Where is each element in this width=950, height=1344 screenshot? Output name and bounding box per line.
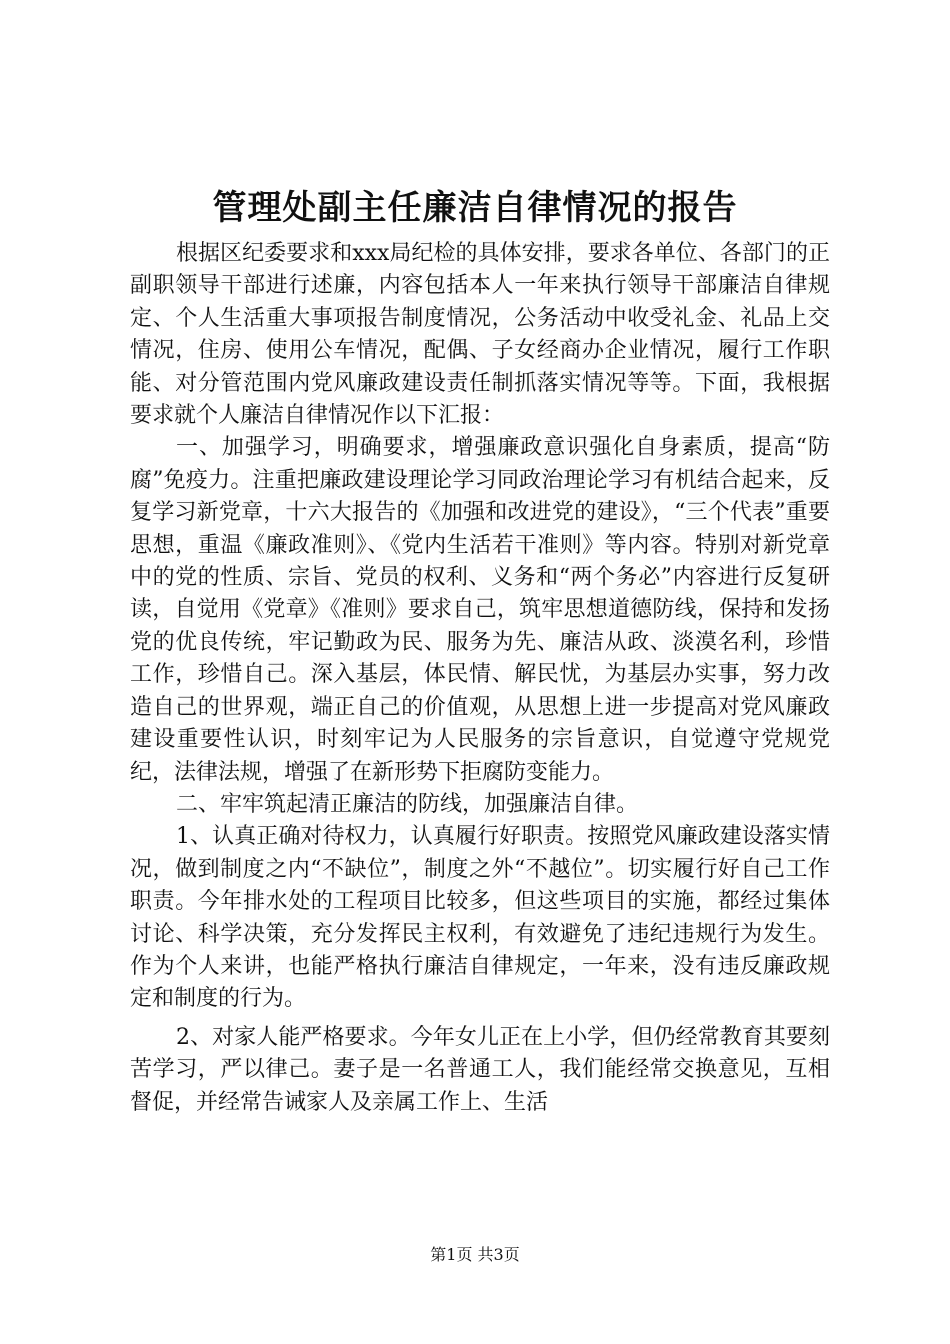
paragraph-intro: 根据区纪委要求和xxx局纪检的具体安排，要求各单位、各部门的正副职领导干部进行述廉，内容包括本人一年来执行领导干部廉洁自律规定、个人生活重大事项报告制度情况，公务活动中收受礼金、礼品上交情况，住房、使用公车情况，配偶、子女经商办企业情况，履行工作职能、对分管范围内党风廉政建设责任制抓落实情况等等。下面，我根据要求就个人廉洁自律情况作以下汇报： — [130, 241, 830, 429]
paragraph-item-2: 2、对家人能严格要求。今年女儿正在上小学，但仍经常教育其要刻苦学习，严以律己。妻子是一名普通工人，我们能经常交换意见，互相督促，并经常告诫家人及亲属工作上、生活 — [130, 1024, 830, 1115]
paragraph-section-2-heading: 二、牢牢筑起清正廉洁的防线，加强廉洁自律。 — [176, 791, 639, 817]
document-title: 管理处副主任廉洁自律情况的报告 — [212, 188, 738, 228]
page-number-footer: 第1页 共3页 — [430, 1245, 520, 1264]
paragraph-section-1: 一、加强学习，明确要求，增强廉政意识强化自身素质，提高“防腐”免疫力。注重把廉政建设理论学习同政治理论学习有机结合起来，反复学习新党章，十六大报告的《加强和改进党的建设》，“三个代表”重要思想，重温《廉政准则》、《党内生活若干准则》等内容。特别对新党章中的党的性质、宗旨、党员的权利、义务和“两个务必”内容进行反复研读，自觉用《党章》《准则》要求自己，筑牢思想道德防线，保持和发扬党的优良传统，牢记勤政为民、服务为先、廉洁从政、淡漠名利，珍惜工作，珍惜自己。深入基层，体民情、解民忧，为基层办实事，努力改造自己的世界观，端正自己的价值观，从思想上进一步提高对党风廉政建设重要性认识，时刻牢记为人民服务的宗旨意识，自觉遵守党规党纪，法律法规，增强了在新形势下拒腐防变能力。 — [130, 435, 830, 785]
document-body — [130, 238, 830, 1119]
paragraph-item-1: 1、认真正确对待权力，认真履行好职责。按照党风廉政建设落实情况，做到制度之内“不缺位”，制度之外“不越位”。切实履行好自己工作职责。今年排水处的工程项目比较多，但这些项目的实施，都经过集体讨论、科学决策，充分发挥民主权利，有效避免了违纪违规行为发生。作为个人来讲，也能严格执行廉洁自律规定，一年来，没有违反廉政规定和制度的行为。 — [130, 824, 830, 1012]
